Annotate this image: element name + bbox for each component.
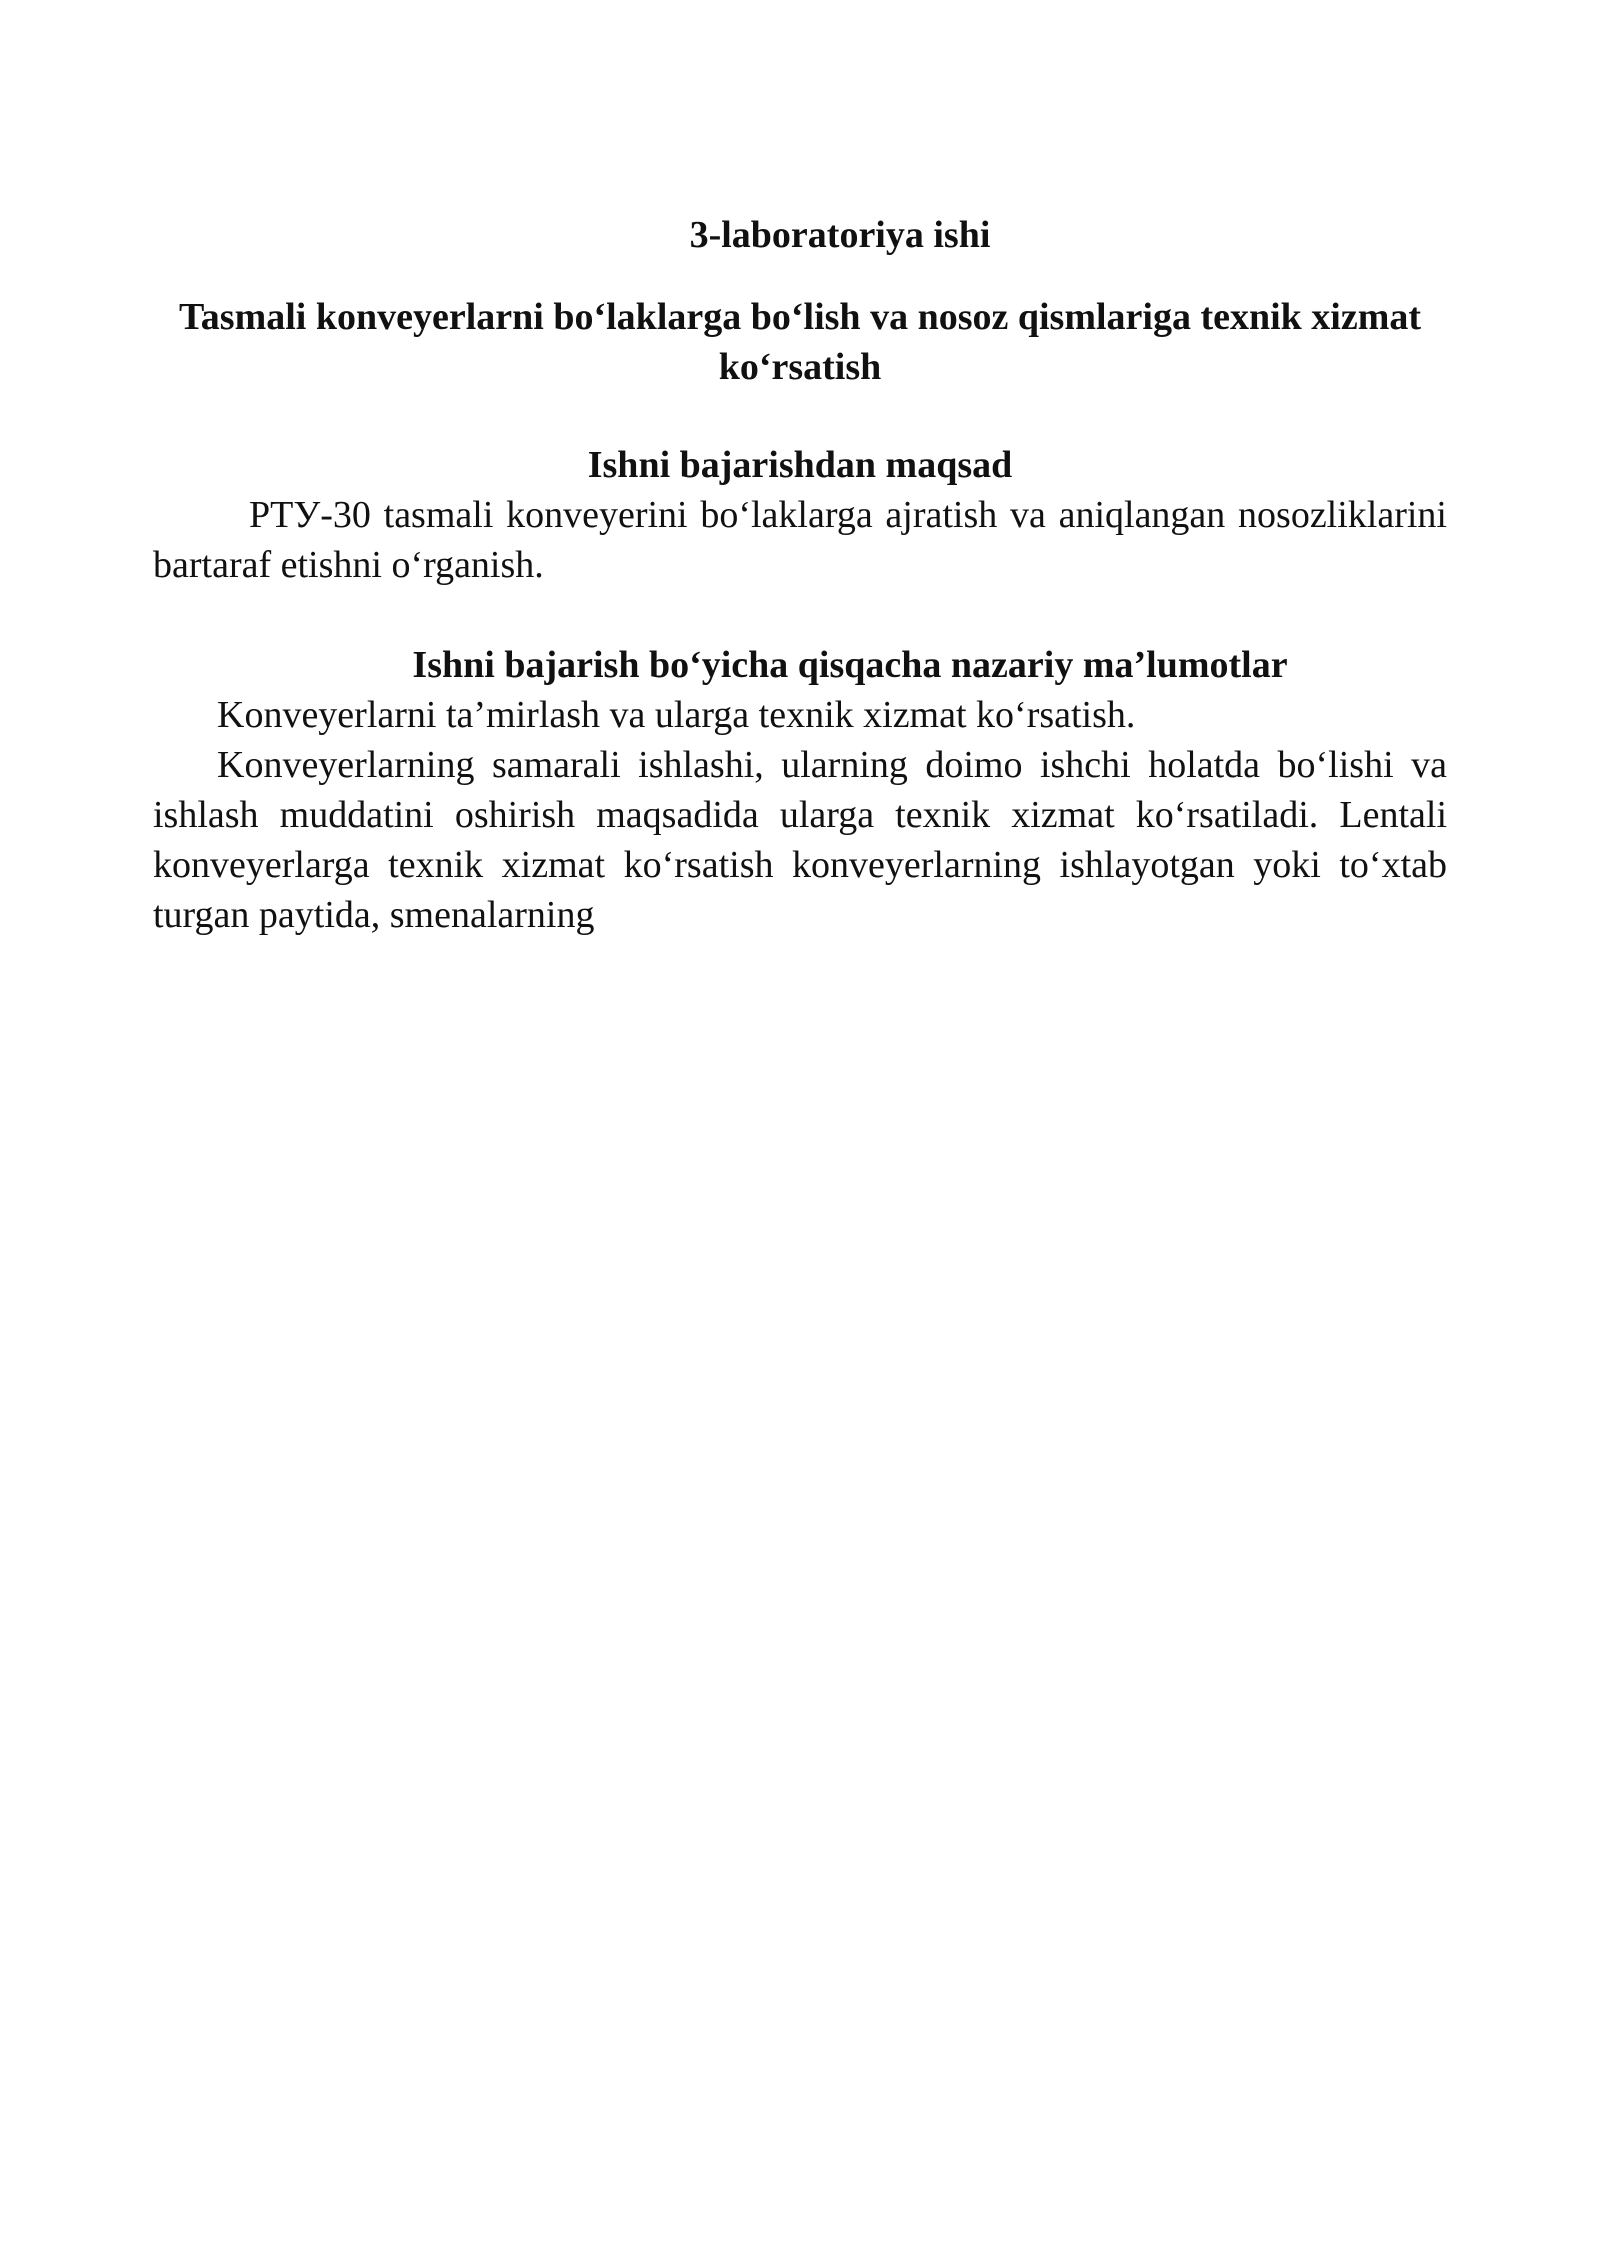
goal-paragraph: PTУ-30 tasmali konveyerini bo‘laklarga ajratish va aniqlangan nosozliklarini bartaraf etishni o‘rganish. (153, 494, 1447, 586)
theory-heading: Ishni bajarish bo‘yicha qisqacha nazariy ma’lumotlar (412, 644, 1288, 686)
goal-heading: Ishni bajarishdan maqsad (587, 444, 1013, 486)
lab-title-heading: Tasmali konveyerlarni bo‘laklarga bo‘lish va nosoz qismlariga texnik xizmat ko‘rsatish (178, 296, 1422, 388)
theory-paragraph-2: Konveyerlarning samarali ishlashi, ularning doimo ishchi holatda bo‘lishi va ishlash muddatini oshirish maqsadida ularga texnik xizmat ko‘rsatiladi. Lentali konveyerlarga texnik xizmat ko‘rsatish konveyerlarning ishlayotgan yoki to‘xtab turgan paytida, smenalarning (153, 744, 1447, 936)
document-content (153, 210, 1447, 940)
theory-paragraph-1: Konveyerlarni ta’mirlash va ularga texnik xizmat ko‘rsatish. (217, 694, 1136, 736)
lab-number-heading: 3-laboratoriya ishi (689, 214, 991, 256)
